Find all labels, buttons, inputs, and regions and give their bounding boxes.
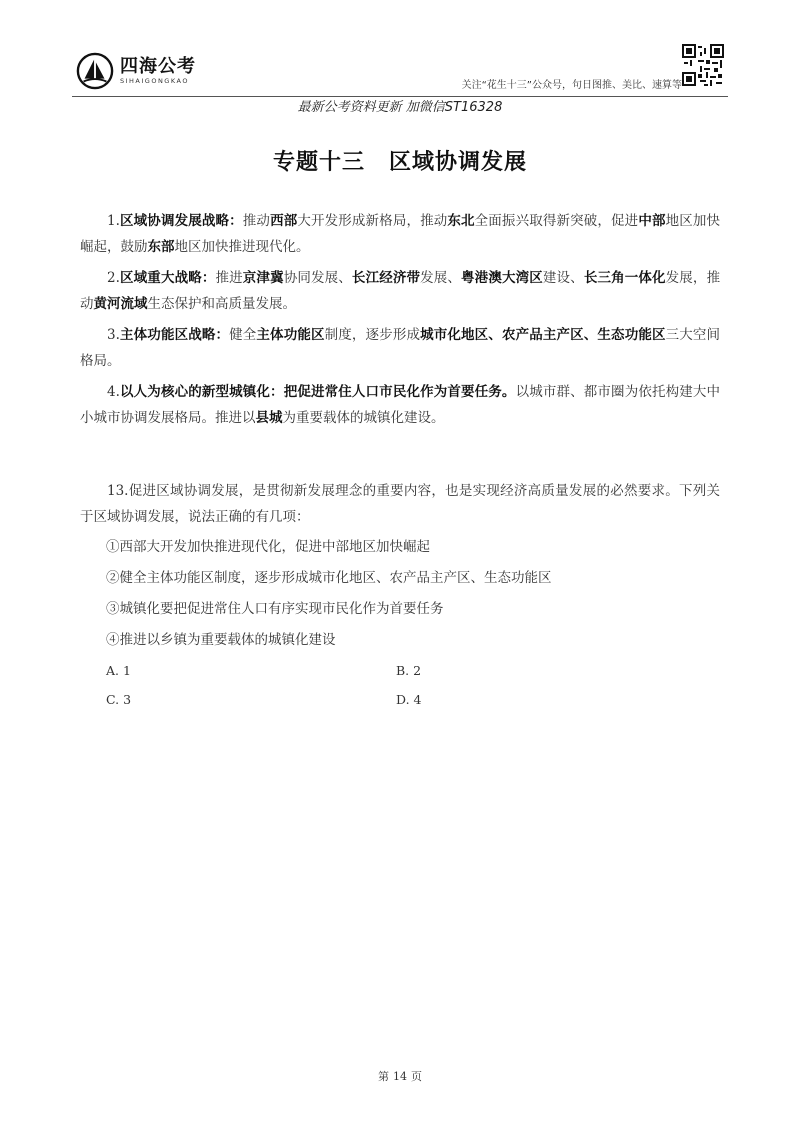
body-text: 协同发展、 (283, 270, 352, 286)
key-point-1: 1.区域协调发展战略：推动西部大开发形成新格局，推动东北全面振兴取得新突破，促进中部地区加快崛起，鼓励东部地区加快推进现代化。 (80, 213, 721, 255)
emphasized-term: 粤港澳大湾区 (461, 270, 543, 286)
choice-d: D. 4 (396, 692, 422, 707)
page-number: 第 14 页 (378, 1070, 422, 1083)
body-text: 以城市群、都市圈为依托构建大中小城市协调发展格局。推进以 (80, 384, 721, 426)
sailboat-logo-icon (76, 52, 114, 90)
brand-logo (76, 52, 196, 90)
statement-1: ①西部大开发加快推进现代化，促进中部地区加快崛起 (106, 539, 430, 555)
page-header (72, 40, 728, 96)
body-text: 为重要载体的城镇化建设。 (282, 410, 445, 426)
qr-code-icon (682, 44, 724, 86)
body-text: 地区加快崛起，鼓励 (80, 213, 721, 255)
page-title (0, 145, 800, 176)
key-point-3: 3.主体功能区战略：健全主体功能区制度，逐步形成城市化地区、农产品主产区、生态功能区三大空间格局。 (80, 327, 721, 369)
body-text: 地区加快推进现代化。 (174, 239, 310, 255)
title-topic-number: 专题十三 (272, 150, 365, 175)
title-topic-name: 区域协调发展 (389, 150, 528, 175)
body-text: 健全 (229, 327, 257, 343)
body-text: 建设、 (542, 270, 584, 286)
choice-c: C. 3 (106, 692, 132, 707)
emphasized-term: 长江经济带 (351, 270, 421, 286)
emphasized-term: 东部 (147, 239, 175, 255)
choice-a: A. 1 (106, 663, 131, 678)
body-text: 大开发形成新格局，推动 (297, 213, 448, 229)
emphasized-term: 城市化地区、农产品主产区、生态功能区 (420, 327, 666, 343)
body-text: 全面振兴取得新突破，促进 (474, 213, 639, 229)
emphasized-term: 长三角一体化 (583, 270, 666, 286)
header-notice: 关注“花生十三”公众号，句日图推、美比、速算等 (461, 80, 682, 91)
statement-3: ③城镇化要把促进常住人口有序实现市民化作为首要任务 (106, 601, 444, 617)
key-points (80, 208, 720, 436)
emphasized-term: 黄河流域 (93, 296, 148, 312)
body-text: 制度，逐步形成 (324, 327, 421, 343)
brand-name: 四海公考 (120, 55, 196, 77)
key-point-4: 4.以人为核心的新型城镇化：把促进常住人口市民化作为首要任务。以城市群、都市圈为依托构建大中小城市协调发展格局。推进以县城为重要载体的城镇化建设。 (80, 384, 721, 426)
question-stem: 13.促进区域协调发展，是贯彻新发展理念的重要内容，也是实现经济高质量发展的必然要求。下列关于区域协调发展，说法正确的有几项： (80, 483, 720, 525)
emphasized-term: 主体功能区 (256, 327, 325, 343)
emphasized-term: 把促进常住人口市民化作为首要任务。 (283, 384, 516, 400)
choice-b: B. 2 (396, 663, 422, 678)
statement-4: ④推进以乡镇为重要载体的城镇化建设 (106, 632, 336, 648)
answer-choices (80, 658, 720, 716)
emphasized-term: 西部 (270, 213, 298, 229)
body-text: 发展、 (420, 270, 462, 286)
body-text: 推进 (215, 270, 243, 286)
body-text: 生态保护和高质量发展。 (147, 296, 296, 312)
emphasized-term: 中部 (638, 213, 666, 229)
emphasized-term: 东北 (447, 213, 475, 229)
question-block (80, 478, 720, 716)
body-text: 三大空间格局。 (80, 327, 721, 369)
body-text: 推动 (242, 213, 271, 229)
statement-2: ②健全主体功能区制度，逐步形成城市化地区、农产品主产区、生态功能区 (106, 570, 552, 586)
body-text: 发展，推动 (80, 270, 721, 312)
brand-subtitle: SIHAIGONGKAO (120, 76, 189, 85)
promo-line: 最新公考资料更新 加微信ST16328 (297, 100, 503, 115)
emphasized-term: 县城 (255, 410, 283, 426)
key-point-2: 2.区域重大战略：推进京津冀协同发展、长江经济带发展、粤港澳大湾区建设、长三角一体化发展，推动黄河流域生态保护和高质量发展。 (80, 270, 721, 312)
emphasized-term: 京津冀 (242, 270, 284, 286)
